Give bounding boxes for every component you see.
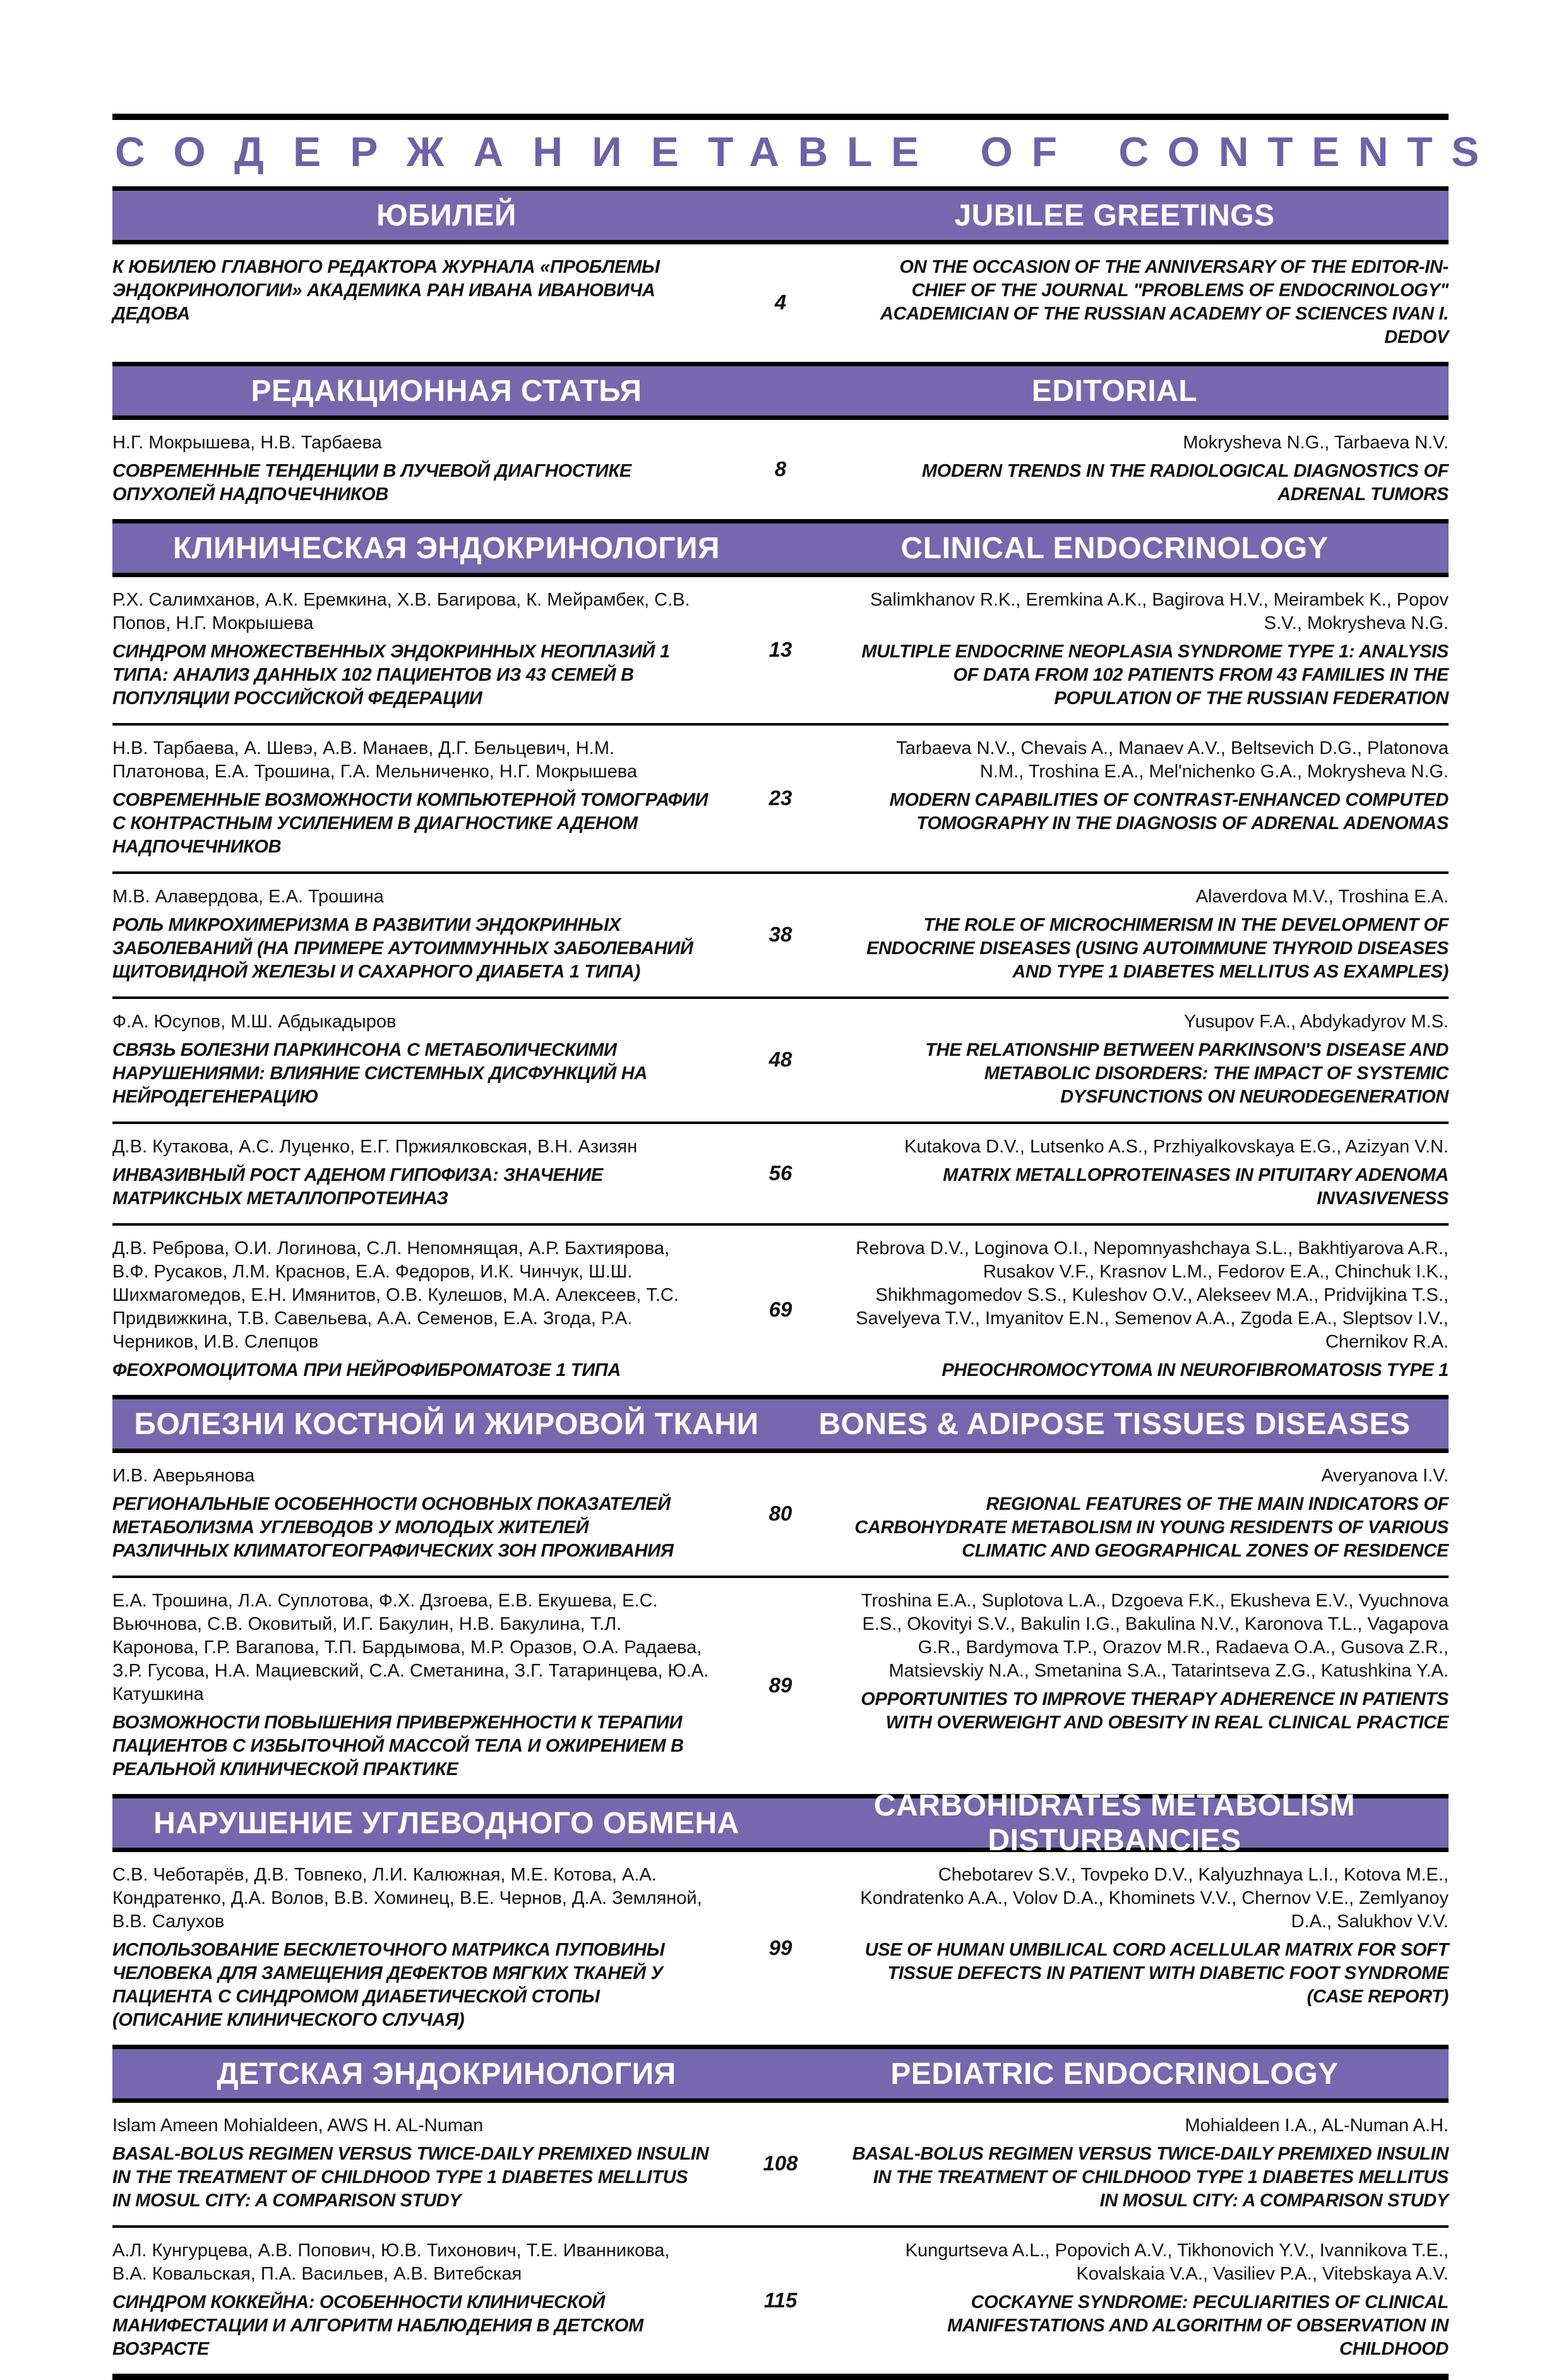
entry-authors-en: Mohialdeen I.A., AL-Numan A.H.	[1185, 2115, 1449, 2136]
entry-authors-ru: Д.В. Кутакова, А.С. Луценко, Е.Г. Пржиялковская, В.Н. Азизян	[112, 1137, 638, 1157]
section-header-ru: НАРУШЕНИЕ УГЛЕВОДНОГО ОБМЕНА	[153, 1806, 739, 1840]
toc-section	[112, 186, 1449, 362]
entry-page-number: 89	[768, 1673, 792, 1697]
entry-page-number: 48	[768, 1048, 792, 1072]
toc-entry	[112, 420, 1449, 519]
entry-title-ru: СИНДРОМ МНОЖЕСТВЕННЫХ ЭНДОКРИННЫХ НЕОПЛАЗИЙ 1 ТИПА: АНАЛИЗ ДАННЫХ 102 ПАЦИЕНТОВ ИЗ 43 СЕМЕЙ В ПОПУЛЯЦИИ РОССИЙСКОЙ ФЕДЕРАЦИИ	[112, 642, 670, 709]
section-header-en: CARBOHIDRATES METABOLISM DISTURBANCIES	[873, 1789, 1356, 1858]
entry-left-cell	[112, 1589, 727, 1781]
entry-page-number: 23	[768, 786, 792, 810]
entry-left-cell	[112, 431, 727, 506]
entry-left-cell	[112, 737, 727, 859]
toc-entry	[112, 1453, 1449, 1578]
entry-title-en: MATRIX METALLOPROTEINASES IN PITUITARY ADENOMA INVASIVENESS	[943, 1165, 1449, 1209]
entry-right-cell	[834, 1135, 1449, 1211]
entry-title-ru: СОВРЕМЕННЫЕ ВОЗМОЖНОСТИ КОМПЬЮТЕРНОЙ ТОМОГРАФИИ С КОНТРАСТНЫМ УСИЛЕНИЕМ В ДИАГНОСТИКЕ АДЕНОМ НАДПОЧЕЧНИКОВ	[112, 790, 708, 858]
entry-page-number: 80	[768, 1502, 792, 1526]
toc-entry	[112, 2103, 1449, 2228]
toc-entry	[112, 244, 1449, 362]
entry-authors-ru: Е.А. Трошина, Л.А. Суплотова, Ф.Х. Дзгоева, Е.В. Екушева, Е.С. Вьючнова, С.В. Оковитый, И.Г. Бакулин, Н.В. Бакулина, Т.Л. Каронова, Г.Р. Вагапова, Т.П. Бардымова, М.Р. Оразов, О.А. Радаева, З.Р. Гусова, Н.А. Мациевский, С.А. Сметанина, З.Г. Татаринцева, Ю.А. Катушкина	[112, 1591, 709, 1705]
entry-authors-ru: Н.В. Тарбаева, А. Шевэ, А.В. Манаев, Д.Г. Бельцевич, Н.М. Платонова, Е.А. Трошина, Г.А. Мельниченко, Н.Г. Мокрышева	[112, 738, 637, 782]
section-header-en: PEDIATRIC ENDOCRINOLOGY	[890, 2057, 1339, 2091]
masthead	[112, 120, 1498, 186]
entry-title-en: MODERN TRENDS IN THE RADIOLOGICAL DIAGNOSTICS OF ADRENAL TUMORS	[921, 461, 1449, 505]
entry-right-cell	[834, 1589, 1449, 1781]
entry-right-cell	[834, 2114, 1449, 2213]
entry-title-ru: ФЕОХРОМОЦИТОМА ПРИ НЕЙРОФИБРОМАТОЗЕ 1 ТИПА	[112, 1360, 621, 1381]
entry-page-number: 13	[768, 637, 792, 661]
toc-page	[112, 114, 1498, 2380]
toc-entry	[112, 1578, 1449, 1794]
entry-right-cell	[834, 1863, 1449, 2032]
entry-authors-ru: Ф.А. Юсупов, М.Ш. Абдыкадыров	[112, 1012, 397, 1032]
entry-left-cell	[112, 1135, 727, 1211]
section-header-en: BONES & ADIPOSE TISSUES DISEASES	[818, 1407, 1411, 1441]
entry-right-cell	[834, 885, 1449, 984]
section-bar	[112, 1789, 1449, 1858]
section-bar	[112, 1395, 1449, 1453]
section-entries	[112, 1453, 1449, 1794]
entry-title-en: THE ROLE OF MICROCHIMERISM IN THE DEVELOPMENT OF ENDOCRINE DISEASES (USING AUTOIMMUNE THYROID DISEASES AND TYPE 1 DIABETES MELLITUS AS EXAMPLES)	[866, 915, 1449, 983]
entry-left-cell	[112, 2239, 727, 2361]
entry-left-cell	[112, 1237, 727, 1382]
entry-authors-ru: И.В. Аверьянова	[112, 1466, 255, 1486]
entry-authors-ru: Р.Х. Салимханов, А.К. Еремкина, Х.В. Багирова, К. Мейрамбек, С.В. Попов, Н.Г. Мокрышева	[112, 590, 690, 634]
entry-authors-ru: А.Л. Кунгурцева, А.В. Попович, Ю.В. Тихонович, Т.Е. Иванникова, В.А. Ковальская, П.А. Васильев, А.В. Витебская	[112, 2240, 670, 2285]
toc-entry	[112, 1852, 1449, 2045]
entry-title-en: BASAL-BOLUS REGIMEN VERSUS TWICE-DAILY PREMIXED INSULIN IN THE TREATMENT OF CHILDHOOD TYPE 1 DIABETES MELLITUS IN MOSUL CITY: A COMPARISON STUDY	[852, 2144, 1449, 2211]
entry-title-ru: ИСПОЛЬЗОВАНИЕ БЕСКЛЕТОЧНОГО МАТРИКСА ПУПОВИНЫ ЧЕЛОВЕКА ДЛЯ ЗАМЕЩЕНИЯ ДЕФЕКТОВ МЯГКИХ ТКАНЕЙ У ПАЦИЕНТА С СИНДРОМОМ ДИАБЕТИЧЕСКОЙ СТОПЫ (ОПИСАНИЕ КЛИНИЧЕСКОГО СЛУЧАЯ)	[112, 1940, 665, 2031]
entry-title-ru: ИНВАЗИВНЫЙ РОСТ АДЕНОМ ГИПОФИЗА: ЗНАЧЕНИЕ МАТРИКСНЫХ МЕТАЛЛОПРОТЕИНАЗ	[112, 1165, 603, 1209]
entry-page-number: 4	[774, 290, 787, 314]
sections-root	[112, 186, 1449, 2380]
toc-section	[112, 2045, 1449, 2380]
entry-right-cell	[834, 431, 1449, 506]
entry-title-ru: СОВРЕМЕННЫЕ ТЕНДЕНЦИИ В ЛУЧЕВОЙ ДИАГНОСТИКЕ ОПУХОЛЕЙ НАДПОЧЕЧНИКОВ	[112, 461, 631, 505]
entry-page-number: 38	[768, 923, 792, 947]
entry-page-number: 108	[763, 2151, 798, 2175]
entry-title-ru: К ЮБИЛЕЮ ГЛАВНОГО РЕДАКТОРА ЖУРНАЛА «ПРОБЛЕМЫ ЭНДОКРИНОЛОГИИ» АКАДЕМИКА РАН ИВАНА ИВАНОВИЧА ДЕДОВА	[112, 257, 660, 325]
toc-entry	[112, 1226, 1449, 1395]
entry-authors-en: Alaverdova M.V., Troshina E.A.	[1195, 887, 1449, 907]
entry-authors-en: Kutakova D.V., Lutsenko A.S., Przhiyalkovskaya E.G., Azizyan V.N.	[904, 1137, 1449, 1157]
entry-right-cell	[834, 589, 1449, 710]
entry-title-en: MODERN CAPABILITIES OF CONTRAST-ENHANCED COMPUTED TOMOGRAPHY IN THE DIAGNOSIS OF ADRENAL ADENOMAS	[889, 790, 1449, 834]
entry-authors-en: Tarbaeva N.V., Chevais A., Manaev A.V., Beltsevich D.G., Platonova N.M., Troshina E.A., Mel'nichenko G.A., Mokrysheva N.G.	[896, 738, 1449, 782]
section-header-ru: ЮБИЛЕЙ	[376, 198, 517, 232]
entry-left-cell	[112, 1464, 727, 1563]
entry-title-ru: ВОЗМОЖНОСТИ ПОВЫШЕНИЯ ПРИВЕРЖЕННОСТИ К ТЕРАПИИ ПАЦИЕНТОВ С ИЗБЫТОЧНОЙ МАССОЙ ТЕЛА И ОЖИРЕНИЕМ В РЕАЛЬНОЙ КЛИНИЧЕСКОЙ ПРАКТИКЕ	[112, 1713, 684, 1780]
entry-authors-en: Kungurtseva A.L., Popovich A.V., Tikhonovich Y.V., Ivannikova T.E., Kovalskaia V.A., Vasiliev P.A., Vitebskaya A.V.	[905, 2240, 1449, 2285]
entry-authors-en: Chebotarev S.V., Tovpeko D.V., Kalyuzhnaya L.I., Kotova M.E., Kondratenko A.A., Volov D.A., Khominets V.V., Chernov V.E., Zemlyanoy D.A., Salukhov V.V.	[860, 1865, 1449, 1932]
entry-authors-en: Salimkhanov R.K., Eremkina A.K., Bagirova H.V., Meirambek K., Popov S.V., Mokrysheva N.G.	[870, 590, 1449, 634]
section-header-en: EDITORIAL	[1031, 374, 1198, 408]
entry-title-en: USE OF HUMAN UMBILICAL CORD ACELLULAR MATRIX FOR SOFT TISSUE DEFECTS IN PATIENT WITH DIABETIC FOOT SYNDROME (CASE REPORT)	[864, 1940, 1449, 2007]
entry-title-en: MULTIPLE ENDOCRINE NEOPLASIA SYNDROME TYPE 1: ANALYSIS OF DATA FROM 102 PATIENTS FROM 43 FAMILIES IN THE POPULATION OF THE RUSSIAN FEDERATION	[861, 642, 1449, 709]
toc-section	[112, 362, 1449, 519]
entry-right-cell	[834, 737, 1449, 859]
toc-entry	[112, 726, 1449, 874]
section-entries	[112, 244, 1449, 362]
section-entries	[112, 2103, 1449, 2380]
toc-entry	[112, 874, 1449, 999]
entry-left-cell	[112, 885, 727, 984]
entry-authors-ru: М.В. Алавердова, Е.А. Трошина	[112, 887, 384, 907]
entry-title-en: REGIONAL FEATURES OF THE MAIN INDICATORS OF CARBOHYDRATE METABOLISM IN YOUNG RESIDENTS OF VARIOUS CLIMATIC AND GEOGRAPHICAL ZONES OF RESIDENCE	[854, 1494, 1449, 1562]
toc-title-ru: СОДЕРЖАНИЕ	[115, 128, 708, 175]
toc-entry	[112, 2228, 1449, 2380]
section-header-ru: РЕДАКЦИОННАЯ СТАТЬЯ	[251, 374, 642, 408]
section-header-ru: БОЛЕЗНИ КОСТНОЙ И ЖИРОВОЙ ТКАНИ	[134, 1407, 759, 1441]
entry-authors-en: Troshina E.A., Suplotova L.A., Dzgoeva F.K., Ekusheva E.V., Vyuchnova E.S., Okovityi S.V., Bakulin I.G., Bakulina N.V., Karonova T.L., Vagapova G.R., Bardymova T.P., Orazov M.R., Radaeva O.A., Gusova Z.R., Matsievskiy N.A., Smetanina S.A., Tatarintseva Z.G., Katushkina Y.A.	[861, 1591, 1449, 1682]
entry-title-en: ON THE OCCASION OF THE ANNIVERSARY OF THE EDITOR-IN-CHIEF OF THE JOURNAL "PROBLEMS OF ENDOCRINOLOGY" ACADEMICIAN OF THE RUSSIAN ACADEMY OF SCIENCES IVAN I. DEDOV	[880, 257, 1449, 348]
entry-authors-en: Yusupov F.A., Abdykadyrov M.S.	[1183, 1012, 1449, 1032]
entry-page-number: 115	[763, 2288, 798, 2312]
entry-title-en: OPPORTUNITIES TO IMPROVE THERAPY ADHERENCE IN PATIENTS WITH OVERWEIGHT AND OBESITY IN REAL CLINICAL PRACTICE	[861, 1689, 1449, 1733]
entry-right-cell	[834, 2239, 1449, 2361]
entry-page-number: 69	[768, 1298, 792, 1322]
entry-title-en: PHEOCHROMOCYTOMA IN NEUROFIBROMATOSIS TYPE 1	[941, 1360, 1449, 1381]
entry-page-number: 8	[774, 457, 787, 481]
entry-title-en: COCKAYNE SYNDROME: PECULIARITIES OF CLINICAL MANIFESTATIONS AND ALGORITHM OF OBSERVATION IN CHILDHOOD	[947, 2292, 1449, 2360]
entry-left-cell	[112, 1863, 727, 2032]
entry-left-cell	[112, 256, 727, 349]
section-header-ru: ДЕТСКАЯ ЭНДОКРИНОЛОГИЯ	[217, 2057, 676, 2091]
section-entries	[112, 577, 1449, 1395]
entry-authors-en: Mokrysheva N.G., Tarbaeva N.V.	[1183, 433, 1449, 453]
entry-page-number: 99	[768, 1935, 792, 1959]
section-bar	[112, 362, 1449, 420]
toc-section	[112, 1395, 1449, 1794]
section-entries	[112, 1852, 1449, 2045]
toc-entry	[112, 1124, 1449, 1226]
entry-authors-en: Averyanova I.V.	[1321, 1466, 1449, 1486]
entry-right-cell	[834, 1010, 1449, 1109]
toc-entry	[112, 577, 1449, 726]
entry-authors-ru: С.В. Чеботарёв, Д.В. Товпеко, Л.И. Калюжная, М.Е. Котова, А.А. Кондратенко, Д.А. Волов, В.В. Хоминец, В.Е. Чернов, Д.А. Земляной, В.В. Салухов	[112, 1865, 702, 1932]
entry-left-cell	[112, 2114, 727, 2213]
entry-authors-ru: Islam Ameen Mohialdeen, AWS H. AL-Numan	[112, 2115, 484, 2136]
toc-section	[112, 519, 1449, 1395]
entry-title-ru: СИНДРОМ КОККЕЙНА: ОСОБЕННОСТИ КЛИНИЧЕСКОЙ МАНИФЕСТАЦИИ И АЛГОРИТМ НАБЛЮДЕНИЯ В ДЕТСКОМ ВОЗРАСТЕ	[112, 2292, 643, 2360]
section-bar	[112, 519, 1449, 577]
entry-right-cell	[834, 256, 1449, 349]
section-header-en: JUBILEE GREETINGS	[954, 198, 1275, 232]
section-header-en: CLINICAL ENDOCRINOLOGY	[900, 531, 1329, 565]
entry-left-cell	[112, 589, 727, 710]
entry-right-cell	[834, 1464, 1449, 1563]
entry-title-ru: РЕГИОНАЛЬНЫЕ ОСОБЕННОСТИ ОСНОВНЫХ ПОКАЗАТЕЛЕЙ МЕТАБОЛИЗМА УГЛЕВОДОВ У МОЛОДЫХ ЖИТЕЛЕЙ РАЗЛИЧНЫХ КЛИМАТОГЕОГРАФИЧЕСКИХ ЗОН ПРОЖИВАНИЯ	[112, 1494, 674, 1562]
entry-authors-ru: Д.В. Реброва, О.И. Логинова, С.Л. Непомнящая, А.Р. Бахтиярова, В.Ф. Русаков, Л.М. Краснов, Е.А. Федоров, И.К. Чинчук, Ш.Ш. Шихмагомедов, Е.Н. Имянитов, О.В. Кулешов, М.А. Алексеев, Т.С. Придвижкина, Т.В. Савельева, А.А. Семенов, Е.А. Згода, Р.А. Черников, И.В. Слепцов	[112, 1238, 679, 1353]
entry-title-ru: РОЛЬ МИКРОХИМЕРИЗМА В РАЗВИТИИ ЭНДОКРИННЫХ ЗАБОЛЕВАНИЙ (НА ПРИМЕРЕ АУТОИММУННЫХ ЗАБОЛЕВАНИЙ ЩИТОВИДНОЙ ЖЕЛЕЗЫ И САХАРНОГО ДИАБЕТА 1 ТИПА)	[112, 915, 693, 983]
entry-title-en: THE RELATIONSHIP BETWEEN PARKINSON'S DISEASE AND METABOLIC DISORDERS: THE IMPACT OF SYSTEMIC DYSFUNCTIONS ON NEURODEGENERATION	[925, 1040, 1449, 1108]
section-entries	[112, 420, 1449, 519]
entry-right-cell	[834, 1237, 1449, 1382]
entry-page-number: 56	[768, 1161, 792, 1185]
entry-authors-en: Rebrova D.V., Loginova O.I., Nepomnyashchaya S.L., Bakhtiyarova A.R., Rusakov V.F., Krasnov L.M., Fedorov E.A., Chinchuk I.K., Shikhmagomedov S.S., Kuleshov O.V., Alekseev M.A., Pridvijkina T.S., Savelyeva T.V., Imyanitov E.N., Semenov A.A., Zgoda E.A., Sleptsov I.V., Chernikov R.A.	[856, 1238, 1449, 1353]
entry-title-ru: СВЯЗЬ БОЛЕЗНИ ПАРКИНСОНА С МЕТАБОЛИЧЕСКИМИ НАРУШЕНИЯМИ: ВЛИЯНИЕ СИСТЕМНЫХ ДИСФУНКЦИЙ НА НЕЙРОДЕГЕНЕРАЦИЮ	[112, 1040, 648, 1108]
section-bar	[112, 2045, 1449, 2103]
entry-title-ru: BASAL-BOLUS REGIMEN VERSUS TWICE-DAILY PREMIXED INSULIN IN THE TREATMENT OF CHILDHOOD TYPE 1 DIABETES MELLITUS IN MOSUL CITY: A COMPARISON STUDY	[112, 2144, 709, 2211]
toc-section	[112, 1789, 1449, 2045]
toc-title-en: TABLE OF CONTENTS	[708, 128, 1498, 175]
section-bar	[112, 186, 1449, 244]
toc-entry	[112, 999, 1449, 1124]
entry-left-cell	[112, 1010, 727, 1109]
entry-authors-ru: Н.Г. Мокрышева, Н.В. Тарбаева	[112, 433, 382, 453]
section-header-ru: КЛИНИЧЕСКАЯ ЭНДОКРИНОЛОГИЯ	[172, 531, 720, 565]
